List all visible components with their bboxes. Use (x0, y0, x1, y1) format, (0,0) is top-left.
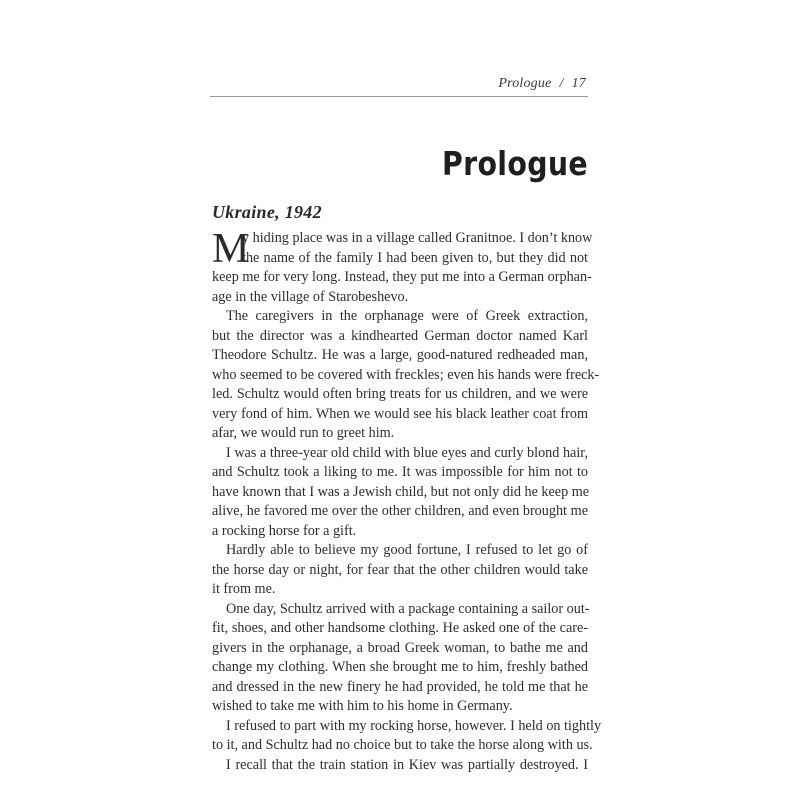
text-line: who seemed to be covered with freckles; even his hands were freck- (212, 366, 600, 383)
paragraph (212, 307, 600, 444)
text-line: Theodore Schultz. He was a large, good-natured redheaded man, (212, 347, 588, 363)
text-line: to it, and Schultz had no choice but to take the horse along with us. (212, 737, 593, 753)
text-line: very fond of him. When we would see his black leather coat from (212, 405, 588, 422)
text-line: and dressed in the new finery he had provided, he told me that he (212, 678, 588, 695)
text-line: a rocking horse for a gift. (212, 522, 357, 539)
section-heading: Ukraine, 1942 (212, 202, 322, 222)
paragraph (212, 444, 588, 542)
text-line: alive, he favored me over the other children, and even brought me (212, 503, 588, 519)
running-head (210, 76, 586, 92)
text-line: age in the village of Starobeshevo. (212, 288, 409, 305)
text-line: One day, Schultz arrived with a package containing a sailor out- (226, 600, 590, 617)
chapter-title: Prologue (441, 144, 588, 183)
text-line: afar, we would run to greet him. (212, 425, 395, 441)
text-line: but the director was a kindhearted German doctor named Karl (212, 327, 588, 344)
body-text (212, 226, 602, 775)
text-line: I recall that the train station in Kiev was partially destroyed. I (226, 756, 588, 773)
running-head-separator: / (559, 76, 564, 91)
page-number: 17 (571, 76, 586, 91)
text-line: and Schultz took a liking to me. It was impossible for him not to (212, 464, 588, 480)
paragraph (212, 717, 602, 756)
text-line: keep me for very long. Instead, they put me into a German orphan- (212, 269, 592, 285)
text-line: the horse day or night, for fear that the other children would take (212, 561, 588, 578)
text-line: fit, shoes, and other handsome clothing. He asked one of the care- (212, 620, 588, 636)
drop-cap: M (212, 226, 250, 272)
text-line: givers in the orphanage, a broad Greek woman, to bathe me and (212, 639, 588, 656)
paragraph (212, 600, 588, 717)
text-line: The caregivers in the orphanage were of Greek extraction, (226, 308, 588, 324)
text-line: wished to take me with him to his home in Germany. (212, 698, 513, 714)
text-line: I refused to part with my rocking horse, however. I held on tightly (226, 717, 602, 734)
text-line: change my clothing. When she brought me to him, freshly bathed (212, 659, 588, 675)
text-line: have known that I was a Jewish child, but not only did he keep me (212, 483, 590, 500)
paragraph (212, 226, 593, 307)
header-rule (210, 96, 588, 97)
text-line: it from me. (212, 581, 276, 597)
running-head-title: Prologue (498, 76, 552, 91)
paragraph (212, 756, 588, 776)
text-line: Hardly able to believe my good fortune, I refused to let go of (226, 542, 588, 558)
paragraph (212, 541, 588, 600)
text-line: I was a three-year old child with blue eyes and curly blond hair, (226, 444, 588, 461)
text-line: y hiding place was in a village called Granitnoe. I don’t know (242, 230, 593, 246)
text-line: led. Schultz would often bring treats for us children, and we were (212, 386, 588, 402)
text-line: the name of the family I had been given to, but they did not (242, 249, 588, 266)
